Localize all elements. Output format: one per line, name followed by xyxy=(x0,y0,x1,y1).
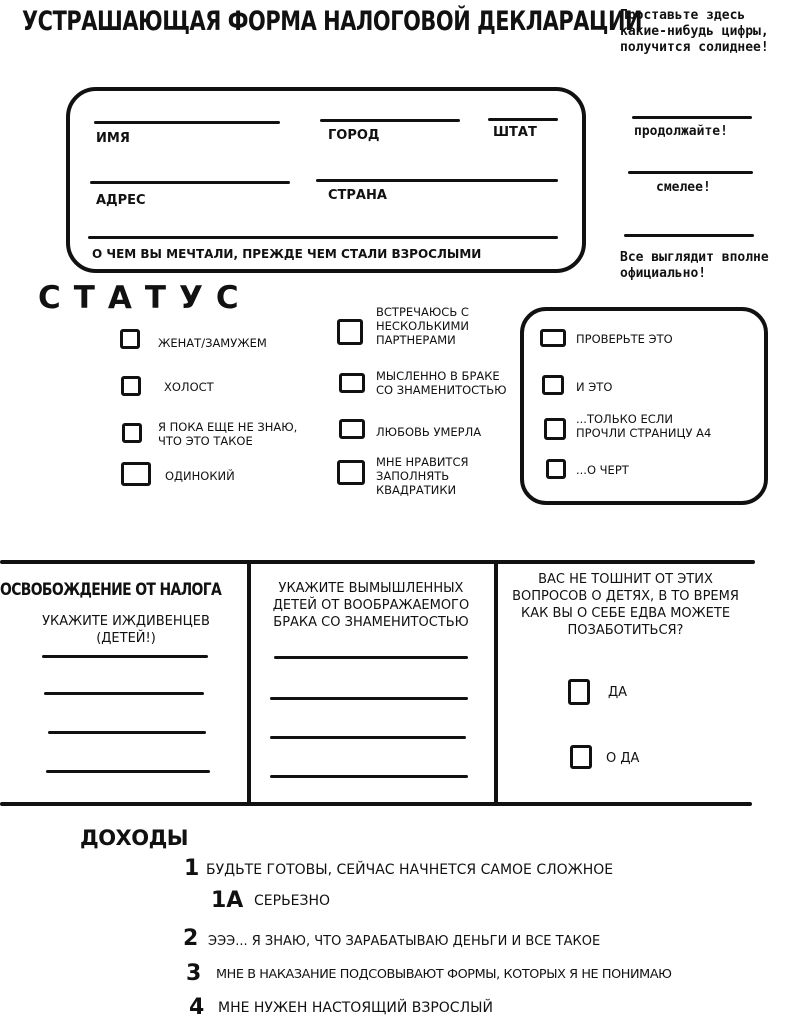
city-field[interactable] xyxy=(320,119,460,122)
dependent-line-4[interactable] xyxy=(46,770,210,773)
status-single-label: ХОЛОСТ xyxy=(164,380,214,394)
side-note-official: Все выглядит вполне официально! xyxy=(620,250,769,281)
page-title: УСТРАШАЮЩАЯ ФОРМА НАЛОГОВОЙ ДЕКЛАРАЦИИ xyxy=(22,6,643,37)
income-item-1a-number: 1A xyxy=(211,888,244,913)
income-item-3-text: МНЕ В НАКАЗАНИЕ ПОДСОВЫВАЮТ ФОРМЫ, КОТОРЫХ Я НЕ ПОНИМАЮ xyxy=(216,967,672,982)
dreams-label: О ЧЕМ ВЫ МЕЧТАЛИ, ПРЕЖДЕ ЧЕМ СТАЛИ ВЗРОСЛЫМИ xyxy=(92,247,482,261)
status-single-checkbox[interactable] xyxy=(121,376,141,396)
income-item-4-text: МНЕ НУЖЕН НАСТОЯЩИЙ ВЗРОСЛЫЙ xyxy=(218,1000,493,1016)
status-check-this-checkbox[interactable] xyxy=(540,329,566,347)
status-oh-damn-checkbox[interactable] xyxy=(546,459,566,479)
fictional-line-2[interactable] xyxy=(270,697,468,700)
side-field-line-3[interactable] xyxy=(624,234,754,237)
dependents-label: УКАЖИТЕ ИЖДИВЕНЦЕВ (ДЕТЕЙ!) xyxy=(42,614,210,646)
name-label: ИМЯ xyxy=(96,131,130,146)
income-item-4-number: 4 xyxy=(189,995,205,1020)
income-item-2-number: 2 xyxy=(183,926,199,951)
status-heading: СТАТУС xyxy=(38,280,252,316)
status-lonely-checkbox[interactable] xyxy=(121,462,151,486)
status-like-boxes-label: МНЕ НРАВИТСЯ ЗАПОЛНЯТЬ КВАДРАТИКИ xyxy=(376,455,469,497)
status-married-checkbox[interactable] xyxy=(120,329,140,349)
exemption-bottom-border xyxy=(0,802,752,806)
income-item-3-number: 3 xyxy=(186,961,202,986)
status-unknown-label: Я ПОКА ЕЩЕ НЕ ЗНАЮ, ЧТО ЭТО ТАКОЕ xyxy=(158,420,298,448)
country-label: СТРАНА xyxy=(328,188,387,203)
answer-oh-yes-checkbox[interactable] xyxy=(570,745,592,769)
status-and-this-label: И ЭТО xyxy=(576,380,613,394)
status-oh-damn-label: ...О ЧЕРТ xyxy=(576,463,629,477)
status-celebrity-label: МЫСЛЕННО В БРАКЕ СО ЗНАМЕНИТОСТЬЮ xyxy=(376,369,507,397)
city-label: ГОРОД xyxy=(328,128,380,143)
state-label: ШТАТ xyxy=(493,125,537,140)
side-field-line-1[interactable] xyxy=(632,116,752,119)
address-label: АДРЕС xyxy=(96,193,146,208)
income-item-2-text: ЭЭЭ... Я ЗНАЮ, ЧТО ЗАРАБАТЫВАЮ ДЕНЬГИ И ВСЕ ТАКОЕ xyxy=(208,934,601,949)
status-married-label: ЖЕНАТ/ЗАМУЖЕМ xyxy=(158,336,267,350)
status-love-dead-checkbox[interactable] xyxy=(339,419,365,439)
exemption-heading: ОСВОБОЖДЕНИЕ ОТ НАЛОГА xyxy=(0,580,222,600)
answer-yes-label: ДА xyxy=(608,685,628,700)
status-lonely-label: ОДИНОКИЙ xyxy=(165,469,235,483)
status-love-dead-label: ЛЮБОВЬ УМЕРЛА xyxy=(376,425,482,439)
dependent-line-1[interactable] xyxy=(42,655,208,658)
status-like-boxes-checkbox[interactable] xyxy=(337,460,365,485)
name-field[interactable] xyxy=(94,121,280,124)
exemption-divider-2 xyxy=(494,562,498,806)
fictional-line-3[interactable] xyxy=(270,736,466,739)
exemption-top-border xyxy=(0,560,755,564)
status-a4-checkbox[interactable] xyxy=(544,418,566,440)
income-heading: ДОХОДЫ xyxy=(80,826,189,850)
dependent-line-2[interactable] xyxy=(44,692,204,695)
state-field[interactable] xyxy=(488,118,558,121)
dreams-field[interactable] xyxy=(88,236,558,239)
income-item-1a-text: СЕРЬЕЗНО xyxy=(254,893,331,909)
status-dating-label: ВСТРЕЧАЮСЬ С НЕСКОЛЬКИМИ ПАРТНЕРАМИ xyxy=(376,305,469,347)
status-dating-checkbox[interactable] xyxy=(337,319,363,345)
income-item-1-number: 1 xyxy=(184,856,200,881)
fictional-children-label: УКАЖИТЕ ВЫМЫШЛЕННЫХ ДЕТЕЙ ОТ ВООБРАЖАЕМОГО БРАКА СО ЗНАМЕНИТОСТЬЮ xyxy=(272,581,470,630)
side-note-bolder: смелее! xyxy=(656,180,711,195)
side-field-line-2[interactable] xyxy=(628,171,753,174)
status-check-this-label: ПРОВЕРЬТЕ ЭТО xyxy=(576,332,673,346)
status-unknown-checkbox[interactable] xyxy=(122,423,142,443)
fictional-line-4[interactable] xyxy=(270,775,468,778)
income-item-1-text: БУДЬТЕ ГОТОВЫ, СЕЙЧАС НАЧНЕТСЯ САМОЕ СЛОЖНОЕ xyxy=(206,862,614,878)
answer-yes-checkbox[interactable] xyxy=(568,679,590,705)
status-and-this-checkbox[interactable] xyxy=(542,375,564,395)
fictional-line-1[interactable] xyxy=(274,656,468,659)
answer-oh-yes-label: О ДА xyxy=(606,751,640,766)
country-field[interactable] xyxy=(316,179,558,182)
status-celebrity-checkbox[interactable] xyxy=(339,373,365,393)
side-note-continue: продолжайте! xyxy=(634,124,728,139)
side-note-top: Проставьте здесь какие-нибудь цифры, получится солиднее! xyxy=(620,8,769,55)
exemption-divider-1 xyxy=(247,562,251,806)
children-question: ВАС НЕ ТОШНИТ ОТ ЭТИХ ВОПРОСОВ О ДЕТЯХ, В ТО ВРЕМЯ КАК ВЫ О СЕБЕ ЕДВА МОЖЕТЕ ПОЗАБОТИТЬСЯ? xyxy=(512,572,739,638)
status-a4-label: ...ТОЛЬКО ЕСЛИ ПРОЧЛИ СТРАНИЦУ А4 xyxy=(576,412,712,440)
dependent-line-3[interactable] xyxy=(48,731,206,734)
address-field[interactable] xyxy=(90,181,290,184)
